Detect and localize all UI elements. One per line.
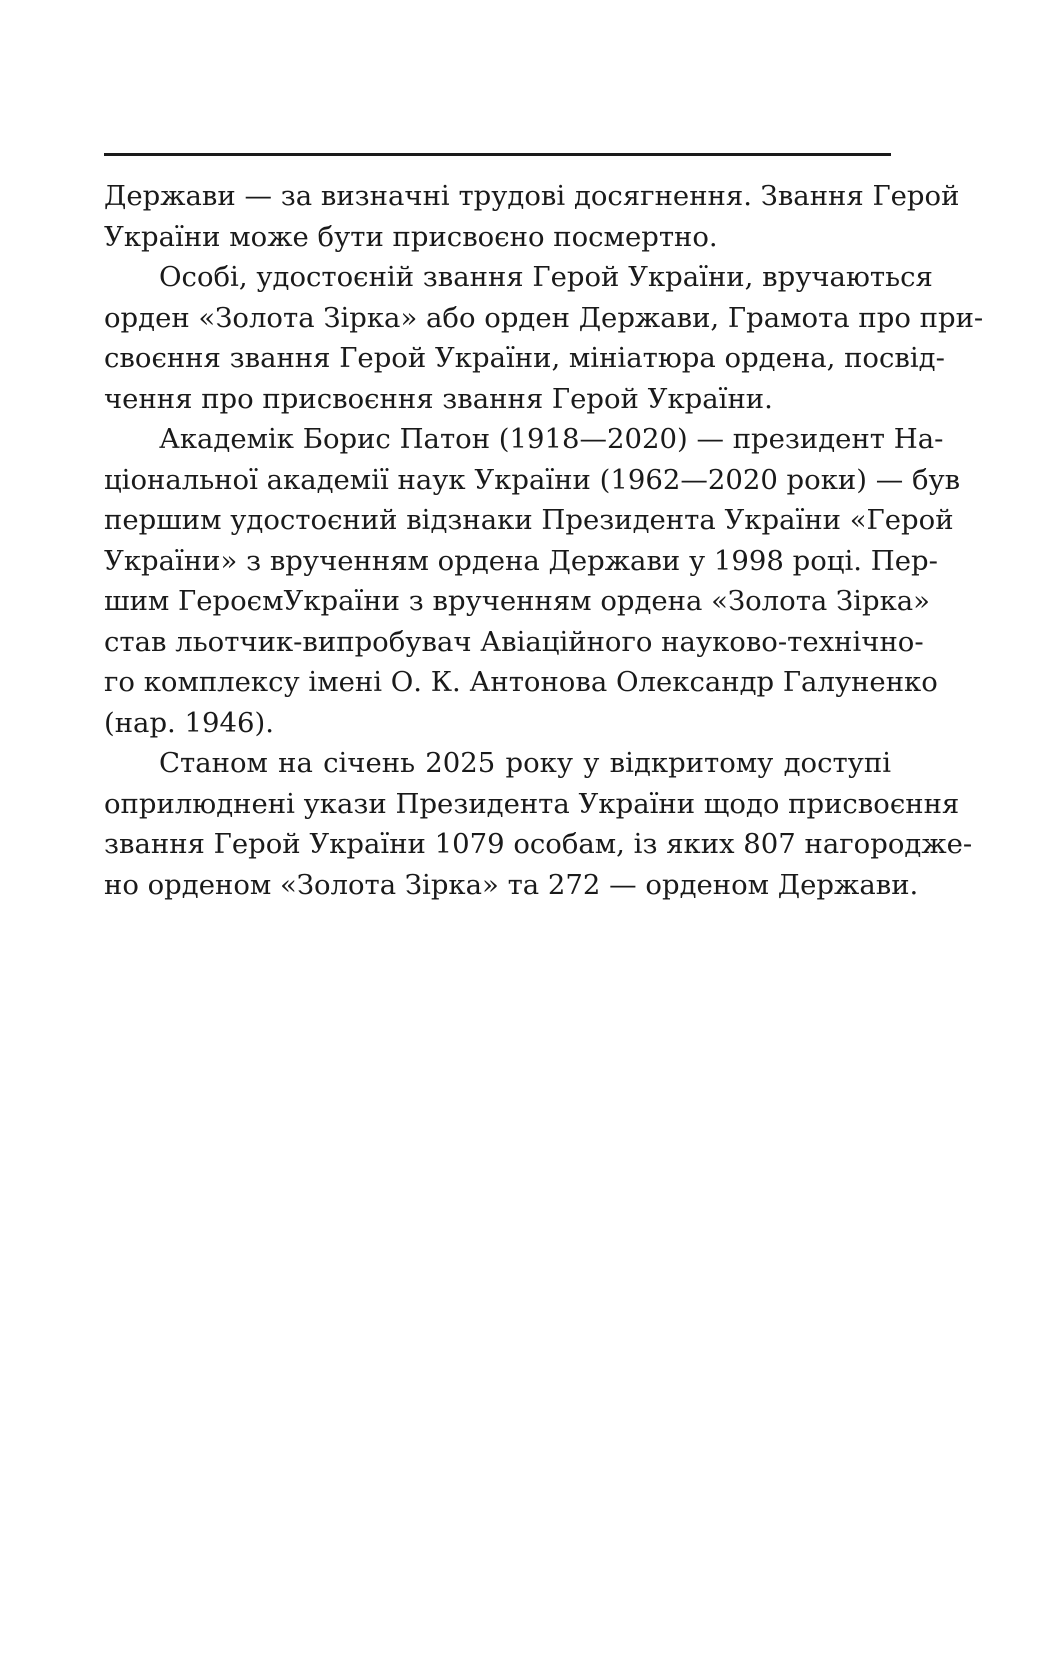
text-line: го комплексу імені О. К. Антонова Олександр Галуненко (104, 666, 938, 698)
header-rule (104, 153, 891, 156)
text-line: (нар. 1946). (104, 706, 274, 739)
text-line: першим удостоєний відзнаки Президента України «Герой (104, 504, 954, 536)
body-text (104, 176, 984, 905)
text-line: звання Герой України 1079 особам, із яких 807 нагородже- (104, 828, 973, 860)
text-line: но орденом «Золота Зірка» та 272 — орденом Держави. (104, 868, 919, 901)
text-line: орден «Золота Зірка» або орден Держави, Грамота про при- (104, 301, 984, 334)
paragraph (104, 176, 960, 257)
text-line: ціональної академії наук України (1962—2020 роки) — був (104, 463, 961, 496)
text-line: оприлюднені укази Президента України щодо присвоєння (104, 787, 960, 820)
paragraph (104, 257, 984, 419)
text-line: Особі, удостоєній звання Герой України, вручаються (159, 261, 933, 293)
paragraph (104, 743, 973, 905)
text-line: Держави — за визначні трудові досягнення. Звання Герой (104, 180, 960, 212)
text-line: шим ГероємУкраїни з врученням ордена «Золота Зірка» (104, 585, 930, 617)
text-line: своєння звання Герой України, мініатюра ордена, посвід- (104, 342, 945, 374)
text-line: став льотчик-випробувач Авіаційного науково-технічно- (104, 625, 924, 658)
text-line: чення про присвоєння звання Герой України. (104, 382, 773, 415)
text-line: Станом на січень 2025 року у відкритому доступі (159, 747, 891, 779)
text-line: України може бути присвоєно посмертно. (104, 220, 718, 253)
text-line: України» з врученням ордена Держави у 1998 році. Пер- (104, 544, 938, 577)
paragraph (104, 419, 961, 743)
text-line: Академік Борис Патон (1918—2020) — президент На- (159, 423, 944, 455)
